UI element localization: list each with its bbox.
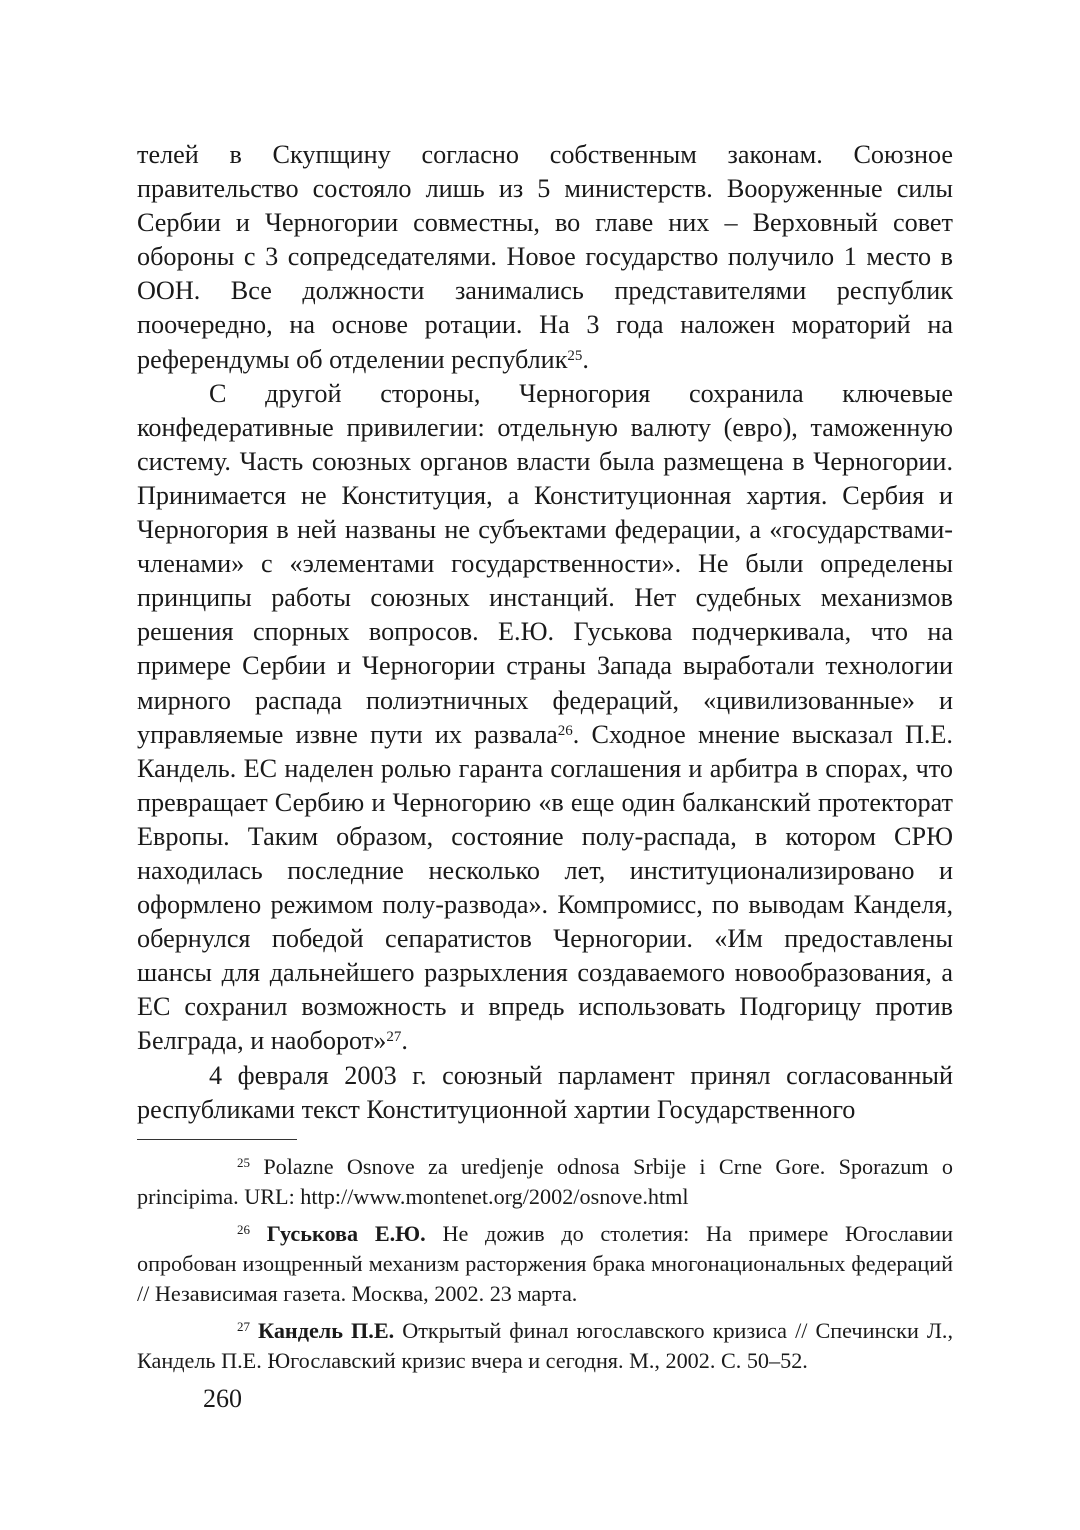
footnote-text: Polazne Osnove za uredjenje odnosa Srbije i Crne Gore. Sporazum o principima. URL: http://www.montenet.org/2002/osnove.html bbox=[137, 1154, 953, 1209]
paragraph-2-text-a: С другой стороны, Черногория сохранила ключевые конфедеративные привилегии: отдельную валюту (евро), таможенную систему. Часть союзных органов власти была размещена в Черногории. Принимается не Конституция, а Конституционная хартия. Сербия и Черногория в ней названы не субъектами федерации, а «государствами-членами» с «элементами государственности». Не были определены принципы работы союзных инстанций. Нет судебных механизмов решения спорных вопросов. Е.Ю. Гуськова подчеркивала, что на примере Сербии и Черногории страны Запада выработали технологии мирного распада полиэтничных федераций, «цивилизованные» и управляемые извне пути их развала bbox=[137, 378, 953, 749]
paragraph-2-end: . bbox=[401, 1026, 408, 1056]
main-text bbox=[137, 138, 953, 1127]
paragraph-1 bbox=[137, 138, 953, 377]
paragraph-2 bbox=[137, 377, 953, 1059]
footnote-number: 26 bbox=[237, 1221, 250, 1237]
footnote-author: Кандель П.Е. bbox=[258, 1318, 395, 1343]
paragraph-3: 4 февраля 2003 г. союзный парламент принял согласованный республиками текст Конституционной хартии Государственного bbox=[137, 1060, 953, 1124]
footnote-ref-27[interactable]: 27 bbox=[386, 1029, 402, 1046]
footnote-27 bbox=[137, 1316, 953, 1376]
footnote-separator bbox=[137, 1139, 297, 1140]
page-number: 260 bbox=[203, 1384, 242, 1413]
footnote-26 bbox=[137, 1219, 953, 1309]
footnote-text: Открытый финал югославского кризиса // Спечински Л., Кандель П.Е. Югославский кризис вчера и сегодня. М., 2002. С. 50–52. bbox=[137, 1318, 953, 1373]
footnote-text: Не дожив до столетия: На примере Югославии опробован изощренный механизм расторжения брака многонациональных федераций // Независимая газета. Москва, 2002. 23 марта. bbox=[137, 1221, 954, 1306]
footnotes bbox=[137, 1152, 953, 1383]
footnote-25 bbox=[137, 1152, 953, 1212]
footnote-number: 25 bbox=[237, 1154, 250, 1170]
footnote-ref-25[interactable]: 25 bbox=[567, 347, 583, 364]
paragraph-1-end: . bbox=[582, 344, 589, 374]
footnote-number: 27 bbox=[237, 1318, 250, 1334]
footnote-author: Гуськова Е.Ю. bbox=[266, 1221, 426, 1246]
paragraph-2-text-b: . Сходное мнение высказал П.Е. Кандель. ЕС наделен ролью гаранта соглашения и арбитра в спорах, что превращает Сербию и Черногорию «в еще один балканский протекторат Европы. Таким образом, состояние полу-распада, в котором СРЮ находилась последние несколько лет, институционализировано и оформлено режимом полу-развода». Компромисс, по выводам Канделя, обернулся победой сепаратистов Черногории. «Им предоставлены шансы для дальнейшего разрыхления создаваемого новообразования, а ЕС сохранил возможность и впредь использовать Подгорицу против Белграда, и наоборот» bbox=[137, 719, 953, 1056]
paragraph-1-text: телей в Скупщину согласно собственным законам. Союзное правительство состояло лишь из 5 министерств. Вооруженные силы Сербии и Черногории совместны, во главе них – Верховный совет обороны с 3 сопредседателями. Новое государство получило 1 место в ООН. Все должности занимались представителями республик поочередно, на основе ротации. На 3 года наложен мораторий на референдумы об отделении республик bbox=[137, 140, 953, 374]
footnote-ref-26[interactable]: 26 bbox=[557, 722, 573, 739]
